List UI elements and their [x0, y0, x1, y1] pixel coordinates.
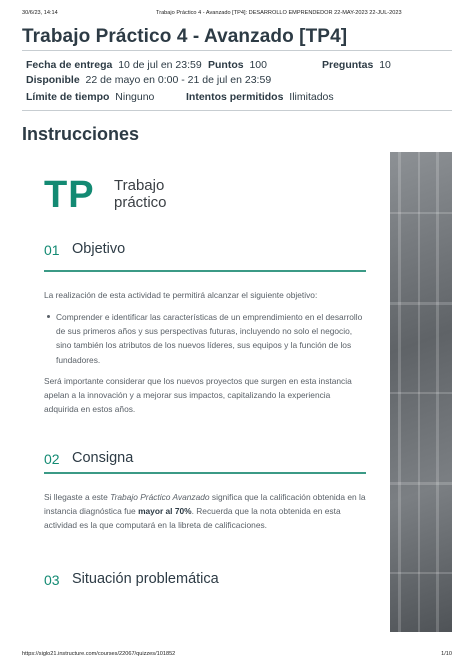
instructions-content [22, 152, 452, 632]
consigna-text-1: Si llegaste a este [44, 492, 111, 502]
attempts-meta [186, 91, 334, 103]
consigna-text-3: . Recuerda que la nota obtenida en esta actividad es la que computará en la libreta de calificaciones. [44, 506, 341, 531]
consigna-strong: mayor al 70% [138, 506, 192, 517]
section-title-situacion: Situación problemática [72, 571, 219, 587]
section-divider-consigna [44, 472, 366, 474]
print-header [22, 10, 452, 20]
time-limit-value: Ninguno [115, 91, 155, 103]
page-title: Trabajo Práctico 4 - Avanzado [TP4] [22, 26, 348, 47]
page-number: 1/10 [441, 651, 452, 657]
available-value: 22 de mayo en 0:00 - 21 de jul en 23:59 [85, 74, 272, 86]
questions-meta [322, 59, 391, 71]
tp-logo-line-1: Trabajo [114, 177, 165, 194]
availability-meta [26, 74, 271, 86]
consigna-paragraph [44, 490, 366, 533]
objective-bullet-item [56, 310, 368, 367]
decorative-side-image [390, 152, 452, 632]
page-url[interactable]: https://siglo21.instructure.com/courses/22067/quizzes/101852 [22, 651, 176, 657]
section-divider-objetivo [44, 270, 366, 272]
title-divider [22, 50, 452, 51]
section-title-objetivo: Objetivo [72, 241, 126, 257]
consigna-emphasis: Trabajo Práctico Avanzado [110, 492, 210, 502]
section-number-objetivo: 01 [44, 242, 60, 258]
points-label: Puntos [208, 59, 244, 71]
attempts-label: Intentos permitidos [186, 91, 284, 103]
print-title: Trabajo Práctico 4 - Avanzado [TP4]: DESARROLLO EMPRENDEDOR 22-MAY-2023 22-JUL-2023 [156, 10, 402, 16]
section-number-situacion: 03 [44, 572, 60, 588]
bullet-dot [47, 315, 50, 318]
section-title-consigna: Consigna [72, 450, 134, 466]
time-limit-label: Límite de tiempo [26, 91, 110, 103]
time-limit-meta [26, 91, 154, 103]
objective-bullet-text: Comprender e identificar las características de un emprendimiento en el desarrollo de sus primeros años y sus perspectivas futuras, incluyendo no solo el negocio, sino también los atributos de los nuevos líderes, sus equipos y la función de los fundadores. [56, 312, 363, 365]
tp-logo-text [114, 177, 167, 211]
instructions-heading: Instrucciones [22, 124, 140, 144]
meta-divider [22, 110, 452, 111]
points-meta [208, 59, 267, 71]
available-label: Disponible [26, 74, 80, 86]
print-footer [22, 651, 452, 661]
attempts-value: Ilimitados [289, 91, 334, 103]
tp-logo: TP [44, 174, 95, 216]
consigna-text-2: significa que la calificación obtenida en la instancia diagnóstica fue [44, 492, 366, 517]
objective-intro: La realización de esta actividad te permitirá alcanzar el siguiente objetivo: [44, 290, 318, 300]
questions-label: Preguntas [322, 59, 374, 71]
points-value: 100 [249, 59, 267, 71]
tp-logo-line-2: práctico [114, 194, 167, 211]
section-number-consigna: 02 [44, 451, 60, 467]
due-value: 10 de jul en 23:59 [118, 59, 202, 71]
objective-note: Será importante considerar que los nuevos proyectos que surgen en esta instancia apelan a la innovación y a mejorar sus impactos, capitalizando la experiencia adquirida en estos años. [44, 376, 352, 415]
due-label: Fecha de entrega [26, 59, 113, 71]
questions-value: 10 [379, 59, 391, 71]
quiz-meta-row-1 [26, 59, 202, 71]
print-date: 30/6/23, 14:14 [22, 10, 58, 16]
